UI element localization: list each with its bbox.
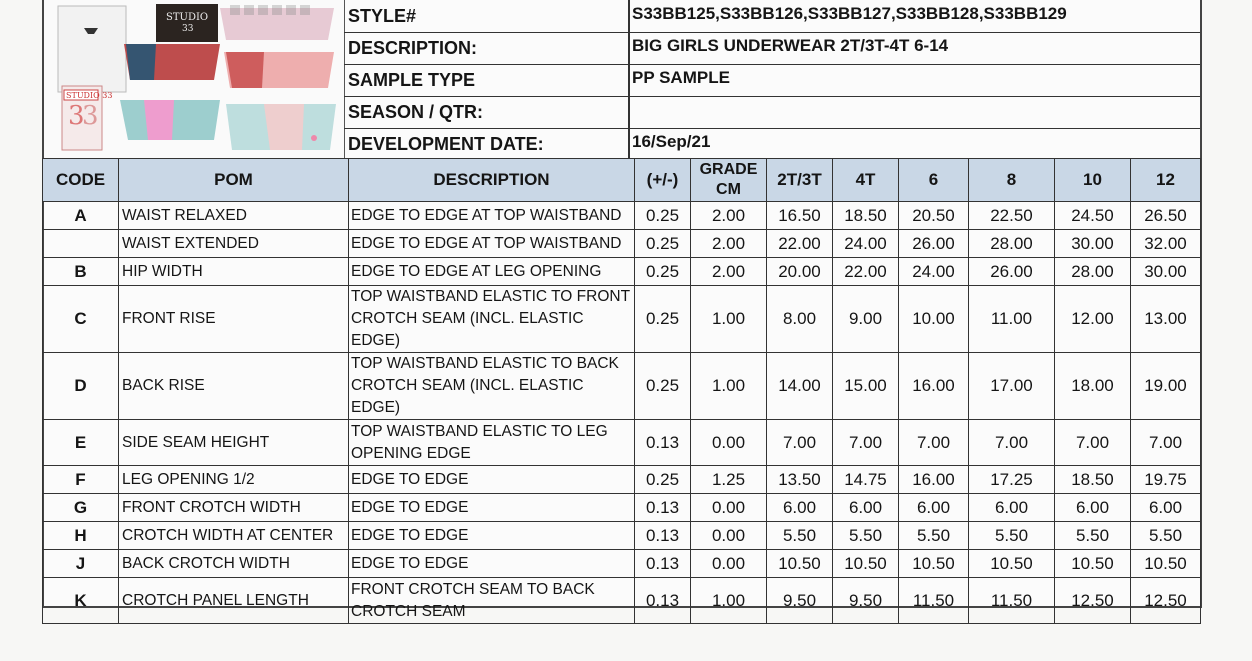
size-12-cell: 6.00 bbox=[1131, 494, 1201, 522]
size-4t-cell: 9.50 bbox=[833, 578, 899, 624]
size-12-cell: 13.00 bbox=[1131, 286, 1201, 353]
size-8-cell: 11.50 bbox=[969, 578, 1055, 624]
size-4t-cell: 18.50 bbox=[833, 202, 899, 230]
desc-cell: TOP WAISTBAND ELASTIC TO BACK CROTCH SEAM (INCL. ELASTIC EDGE) bbox=[349, 353, 635, 420]
size-12-cell: 19.00 bbox=[1131, 353, 1201, 420]
size-12-cell: 10.50 bbox=[1131, 550, 1201, 578]
desc-cell: TOP WAISTBAND ELASTIC TO FRONT CROTCH SEAM (INCL. ELASTIC EDGE) bbox=[349, 286, 635, 353]
tolerance-cell: 0.13 bbox=[635, 522, 691, 550]
size-2t3t-cell: 14.00 bbox=[767, 353, 833, 420]
grade-cell: 2.00 bbox=[691, 230, 767, 258]
size-2t3t-cell: 7.00 bbox=[767, 420, 833, 466]
size-8-cell: 17.00 bbox=[969, 353, 1055, 420]
description-label: DESCRIPTION: bbox=[348, 38, 478, 58]
pom-cell: CROTCH WIDTH AT CENTER bbox=[119, 522, 349, 550]
size-8-cell: 17.25 bbox=[969, 466, 1055, 494]
pom-cell: BACK RISE bbox=[119, 353, 349, 420]
size-2t3t-cell: 5.50 bbox=[767, 522, 833, 550]
col-header-grade: GRADE CM bbox=[691, 159, 767, 202]
size-4t-cell: 6.00 bbox=[833, 494, 899, 522]
col-header-size-12: 12 bbox=[1131, 159, 1201, 202]
size-12-cell: 26.50 bbox=[1131, 202, 1201, 230]
desc-cell: TOP WAISTBAND ELASTIC TO LEG OPENING EDGE bbox=[349, 420, 635, 466]
size-12-cell: 32.00 bbox=[1131, 230, 1201, 258]
header-info bbox=[344, 0, 1200, 158]
pom-cell: CROTCH PANEL LENGTH bbox=[119, 578, 349, 624]
size-8-cell: 7.00 bbox=[969, 420, 1055, 466]
table-row bbox=[43, 286, 1201, 353]
size-2t3t-cell: 13.50 bbox=[767, 466, 833, 494]
size-8-cell: 22.50 bbox=[969, 202, 1055, 230]
size-10-cell: 18.50 bbox=[1055, 466, 1131, 494]
grade-cell: 2.00 bbox=[691, 202, 767, 230]
header-row-style bbox=[344, 0, 1200, 33]
size-4t-cell: 9.00 bbox=[833, 286, 899, 353]
size-10-cell: 18.00 bbox=[1055, 353, 1131, 420]
size-6-cell: 16.00 bbox=[899, 353, 969, 420]
desc-cell: EDGE TO EDGE AT LEG OPENING bbox=[349, 258, 635, 286]
size-12-cell: 5.50 bbox=[1131, 522, 1201, 550]
dev-date-value: 16/Sep/21 bbox=[632, 132, 711, 151]
size-8-cell: 28.00 bbox=[969, 230, 1055, 258]
col-header-code: CODE bbox=[43, 159, 119, 202]
size-4t-cell: 5.50 bbox=[833, 522, 899, 550]
table-row bbox=[43, 466, 1201, 494]
product-photo bbox=[44, 0, 345, 158]
code-cell: E bbox=[43, 420, 119, 466]
size-2t3t-cell: 9.50 bbox=[767, 578, 833, 624]
pom-cell: SIDE SEAM HEIGHT bbox=[119, 420, 349, 466]
size-6-cell: 5.50 bbox=[899, 522, 969, 550]
desc-cell: FRONT CROTCH SEAM TO BACK CROTCH SEAM bbox=[349, 578, 635, 624]
tolerance-cell: 0.13 bbox=[635, 494, 691, 522]
size-10-cell: 7.00 bbox=[1055, 420, 1131, 466]
tolerance-cell: 0.25 bbox=[635, 202, 691, 230]
size-10-cell: 10.50 bbox=[1055, 550, 1131, 578]
code-cell: F bbox=[43, 466, 119, 494]
size-4t-cell: 7.00 bbox=[833, 420, 899, 466]
sample-type-label: SAMPLE TYPE bbox=[348, 70, 476, 90]
grade-cell: 1.00 bbox=[691, 286, 767, 353]
size-10-cell: 12.50 bbox=[1055, 578, 1131, 624]
size-2t3t-cell: 22.00 bbox=[767, 230, 833, 258]
svg-text:3: 3 bbox=[82, 101, 99, 131]
size-6-cell: 7.00 bbox=[899, 420, 969, 466]
size-6-cell: 10.00 bbox=[899, 286, 969, 353]
size-8-cell: 10.50 bbox=[969, 550, 1055, 578]
col-header-description: DESCRIPTION bbox=[349, 159, 635, 202]
header-row-dev-date bbox=[344, 128, 1200, 160]
size-2t3t-cell: 6.00 bbox=[767, 494, 833, 522]
table-header-row bbox=[43, 159, 1201, 202]
col-header-size-8: 8 bbox=[969, 159, 1055, 202]
size-10-cell: 24.50 bbox=[1055, 202, 1131, 230]
grade-cell: 0.00 bbox=[691, 550, 767, 578]
code-cell: G bbox=[43, 494, 119, 522]
size-6-cell: 24.00 bbox=[899, 258, 969, 286]
size-8-cell: 11.00 bbox=[969, 286, 1055, 353]
size-12-cell: 7.00 bbox=[1131, 420, 1201, 466]
size-4t-cell: 24.00 bbox=[833, 230, 899, 258]
table-row bbox=[43, 420, 1201, 466]
size-10-cell: 12.00 bbox=[1055, 286, 1131, 353]
grade-cell: 1.00 bbox=[691, 353, 767, 420]
col-header-size-4t: 4T bbox=[833, 159, 899, 202]
product-collage-image bbox=[44, 0, 344, 158]
grade-cell: 0.00 bbox=[691, 420, 767, 466]
table-body bbox=[43, 202, 1201, 624]
table-row bbox=[43, 202, 1201, 230]
code-cell: H bbox=[43, 522, 119, 550]
desc-cell: EDGE TO EDGE AT TOP WAISTBAND bbox=[349, 202, 635, 230]
tolerance-cell: 0.25 bbox=[635, 353, 691, 420]
code-cell: J bbox=[43, 550, 119, 578]
table-row bbox=[43, 550, 1201, 578]
table-row bbox=[43, 494, 1201, 522]
tolerance-cell: 0.25 bbox=[635, 230, 691, 258]
size-4t-cell: 14.75 bbox=[833, 466, 899, 494]
code-cell: K bbox=[43, 578, 119, 624]
size-10-cell: 28.00 bbox=[1055, 258, 1131, 286]
tolerance-cell: 0.13 bbox=[635, 420, 691, 466]
desc-cell: EDGE TO EDGE bbox=[349, 466, 635, 494]
size-6-cell: 11.50 bbox=[899, 578, 969, 624]
size-4t-cell: 22.00 bbox=[833, 258, 899, 286]
pom-cell: HIP WIDTH bbox=[119, 258, 349, 286]
dev-date-label: DEVELOPMENT DATE: bbox=[348, 134, 544, 154]
header-row-season bbox=[344, 96, 1200, 129]
desc-cell: EDGE TO EDGE bbox=[349, 494, 635, 522]
sample-type-value: PP SAMPLE bbox=[632, 68, 730, 87]
size-2t3t-cell: 8.00 bbox=[767, 286, 833, 353]
size-8-cell: 26.00 bbox=[969, 258, 1055, 286]
size-10-cell: 30.00 bbox=[1055, 230, 1131, 258]
grade-cell: 1.00 bbox=[691, 578, 767, 624]
size-2t3t-cell: 10.50 bbox=[767, 550, 833, 578]
tolerance-cell: 0.25 bbox=[635, 258, 691, 286]
tolerance-cell: 0.13 bbox=[635, 578, 691, 624]
tolerance-cell: 0.13 bbox=[635, 550, 691, 578]
size-2t3t-cell: 16.50 bbox=[767, 202, 833, 230]
pom-cell: WAIST EXTENDED bbox=[119, 230, 349, 258]
size-6-cell: 10.50 bbox=[899, 550, 969, 578]
grade-cell: 0.00 bbox=[691, 522, 767, 550]
col-header-size-10: 10 bbox=[1055, 159, 1131, 202]
description-value: BIG GIRLS UNDERWEAR 2T/3T-4T 6-14 bbox=[632, 36, 949, 55]
table-row bbox=[43, 230, 1201, 258]
size-10-cell: 6.00 bbox=[1055, 494, 1131, 522]
grade-cell: 1.25 bbox=[691, 466, 767, 494]
pom-cell: BACK CROTCH WIDTH bbox=[119, 550, 349, 578]
table-row bbox=[43, 258, 1201, 286]
code-cell: C bbox=[43, 286, 119, 353]
size-6-cell: 26.00 bbox=[899, 230, 969, 258]
tolerance-cell: 0.25 bbox=[635, 286, 691, 353]
pom-cell: FRONT CROTCH WIDTH bbox=[119, 494, 349, 522]
grade-cell: 0.00 bbox=[691, 494, 767, 522]
table-row bbox=[43, 522, 1201, 550]
header-row-sample-type bbox=[344, 64, 1200, 97]
svg-text:STUDIO: STUDIO bbox=[166, 12, 209, 23]
desc-cell: EDGE TO EDGE AT TOP WAISTBAND bbox=[349, 230, 635, 258]
desc-cell: EDGE TO EDGE bbox=[349, 522, 635, 550]
size-4t-cell: 15.00 bbox=[833, 353, 899, 420]
svg-text:33: 33 bbox=[182, 24, 194, 34]
header-row-description bbox=[344, 32, 1200, 65]
size-8-cell: 5.50 bbox=[969, 522, 1055, 550]
table-row bbox=[43, 578, 1201, 624]
size-12-cell: 30.00 bbox=[1131, 258, 1201, 286]
size-2t3t-cell: 20.00 bbox=[767, 258, 833, 286]
pom-cell: FRONT RISE bbox=[119, 286, 349, 353]
size-8-cell: 6.00 bbox=[969, 494, 1055, 522]
code-cell: A bbox=[43, 202, 119, 230]
code-cell: B bbox=[43, 258, 119, 286]
pom-table bbox=[42, 158, 1201, 624]
size-12-cell: 19.75 bbox=[1131, 466, 1201, 494]
col-header-tolerance: (+/-) bbox=[635, 159, 691, 202]
col-header-pom: POM bbox=[119, 159, 349, 202]
code-cell: D bbox=[43, 353, 119, 420]
svg-text:3: 3 bbox=[68, 101, 85, 131]
pom-cell: WAIST RELAXED bbox=[119, 202, 349, 230]
size-10-cell: 5.50 bbox=[1055, 522, 1131, 550]
pom-cell: LEG OPENING 1/2 bbox=[119, 466, 349, 494]
style-label: STYLE# bbox=[348, 6, 417, 26]
size-12-cell: 12.50 bbox=[1131, 578, 1201, 624]
brand-mini-label: STUDIO 33 bbox=[66, 91, 113, 100]
season-label: SEASON / QTR: bbox=[348, 102, 484, 122]
grade-cell: 2.00 bbox=[691, 258, 767, 286]
col-header-size-6: 6 bbox=[899, 159, 969, 202]
code-cell bbox=[43, 230, 119, 258]
table-row bbox=[43, 353, 1201, 420]
size-4t-cell: 10.50 bbox=[833, 550, 899, 578]
tolerance-cell: 0.25 bbox=[635, 466, 691, 494]
size-6-cell: 16.00 bbox=[899, 466, 969, 494]
style-value: S33BB125,S33BB126,S33BB127,S33BB128,S33BB129 bbox=[632, 4, 1067, 23]
size-6-cell: 6.00 bbox=[899, 494, 969, 522]
size-6-cell: 20.50 bbox=[899, 202, 969, 230]
desc-cell: EDGE TO EDGE bbox=[349, 550, 635, 578]
col-header-size-2t3t: 2T/3T bbox=[767, 159, 833, 202]
